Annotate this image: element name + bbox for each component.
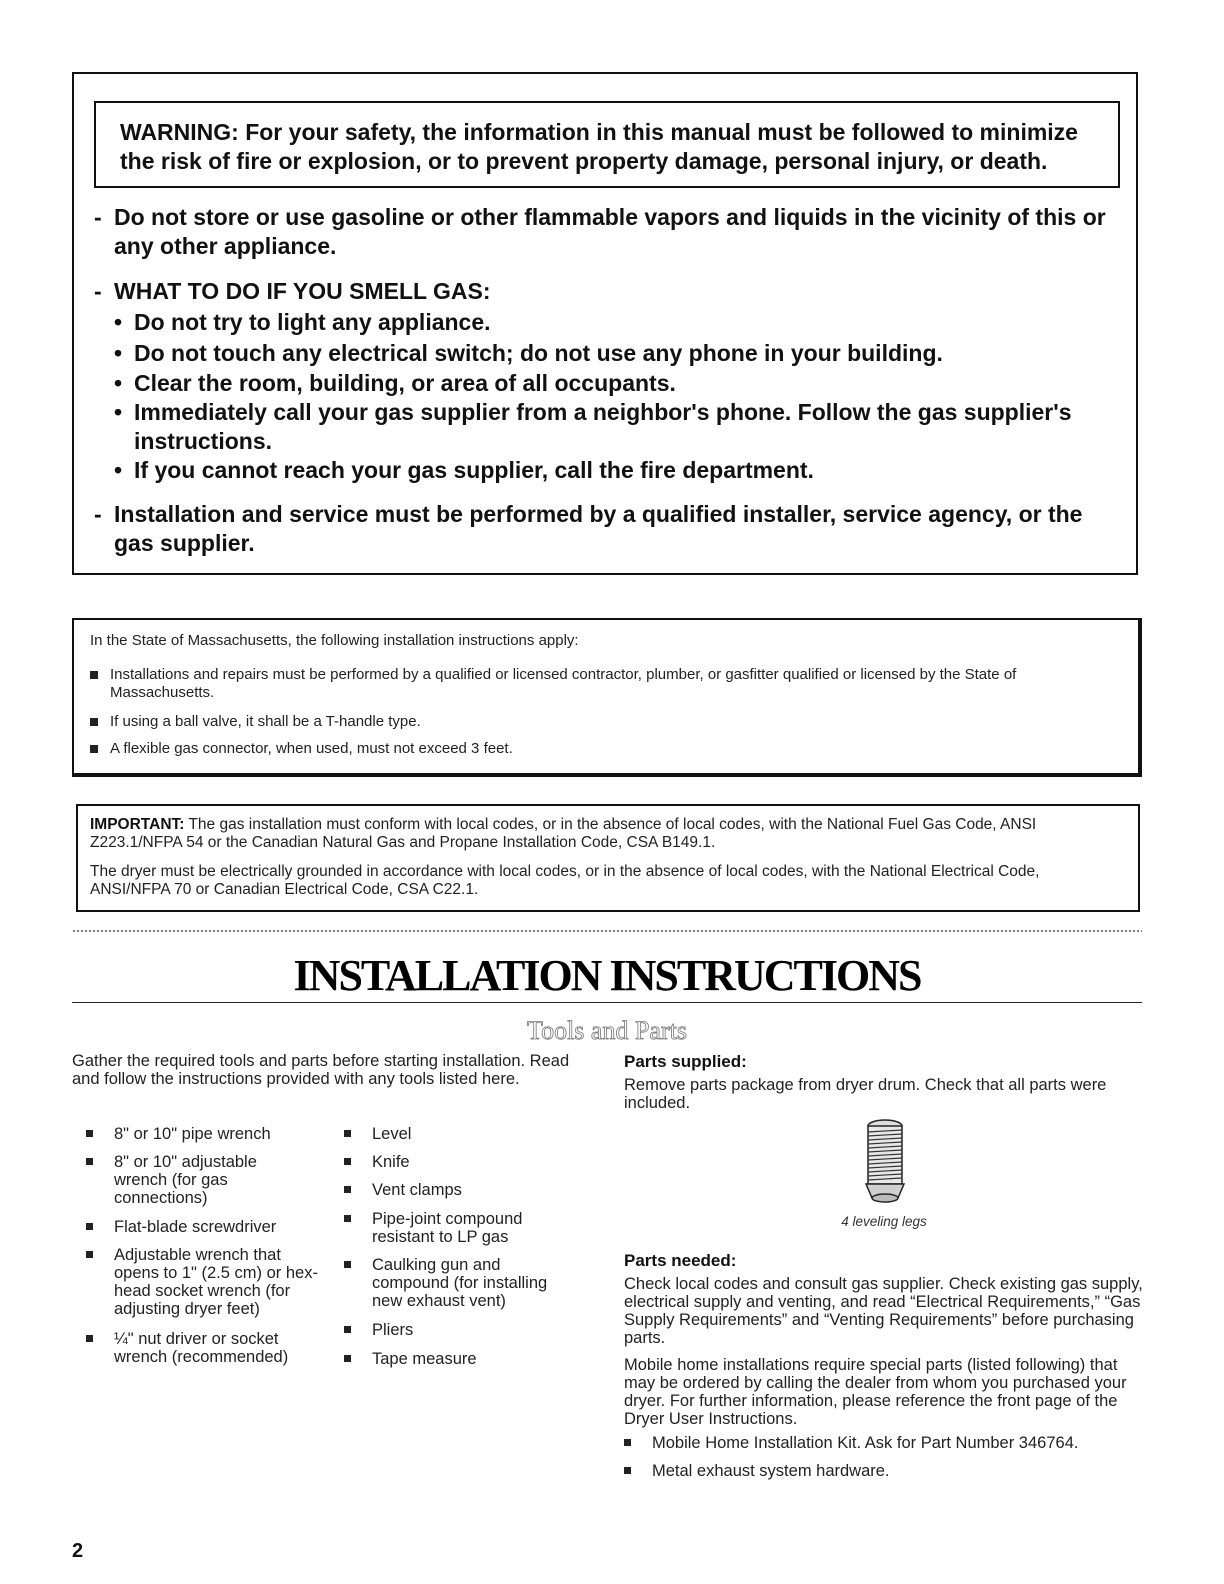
dash-marker: - xyxy=(94,278,102,304)
square-bullet xyxy=(86,1223,93,1230)
tool-item xyxy=(344,1321,574,1339)
gas-bullet xyxy=(114,369,1114,398)
square-bullet xyxy=(344,1158,351,1165)
parts-needed-item xyxy=(624,1434,1144,1452)
tool-item-text: 8" or 10" pipe wrench xyxy=(114,1125,271,1143)
dash-marker: - xyxy=(94,204,102,230)
massachusetts-item xyxy=(90,666,1110,702)
square-bullet xyxy=(344,1355,351,1362)
massachusetts-item-text: If using a ball valve, it shall be a T-handle type. xyxy=(110,713,421,730)
tool-item-text: Adjustable wrench that opens to 1" (2.5 cm) or hex-head socket wrench (for adjusting dryer feet) xyxy=(114,1246,318,1318)
important-paragraph xyxy=(90,816,1090,852)
leveling-legs-caption: 4 leveling legs xyxy=(841,1214,927,1229)
massachusetts-item-text: Installations and repairs must be performed by a qualified or licensed contractor, plumber, or gasfitter qualified or licensed by the State of Massachusetts. xyxy=(110,666,1017,701)
massachusetts-item xyxy=(90,740,1110,758)
important-label: IMPORTANT: xyxy=(90,816,185,833)
square-bullet xyxy=(90,745,98,753)
important-text-2: The dryer must be electrically grounded in accordance with local codes, or in the absence of local codes, with the National Electrical Code, ANSI/NFPA 70 or Canadian Electrical Code, CSA C22.1. xyxy=(90,863,1040,898)
tool-item-text: Level xyxy=(372,1125,412,1143)
tool-item xyxy=(86,1246,321,1318)
gas-bullet-text: Do not try to light any appliance. xyxy=(134,309,491,335)
parts-needed-text-1: Check local codes and consult gas supplier. Check existing gas supply, electrical supply and venting, and read “Electrical Requirements,” “Gas Supply Requirements” and “Venting Requirements” before purchasing parts. xyxy=(624,1275,1143,1347)
parts-supplied-text: Remove parts package from dryer drum. Check that all parts were included. xyxy=(624,1076,1107,1112)
tool-item xyxy=(344,1350,574,1368)
safety-item-text: Installation and service must be performed by a qualified installer, service agency, or the gas supplier. xyxy=(114,501,1083,556)
tool-item xyxy=(344,1210,564,1246)
safety-item-text: Do not store or use gasoline or other flammable vapors and liquids in the vicinity of this or any other appliance. xyxy=(114,204,1106,259)
bullet-dot: • xyxy=(114,370,123,396)
gas-bullet-text: Do not touch any electrical switch; do not use any phone in your building. xyxy=(134,340,943,366)
tool-item-text: Pliers xyxy=(372,1321,414,1339)
massachusetts-item-text: A flexible gas connector, when used, must not exceed 3 feet. xyxy=(110,740,513,757)
gas-bullet-text: Clear the room, building, or area of all occupants. xyxy=(134,370,676,396)
dotted-divider xyxy=(72,929,1142,933)
tool-item xyxy=(86,1153,286,1207)
tool-item-text: ¼" nut driver or socket wrench (recommended) xyxy=(114,1330,289,1366)
parts-needed-item-text: Mobile Home Installation Kit. Ask for Part Number 346764. xyxy=(652,1434,1079,1452)
square-bullet xyxy=(86,1130,93,1137)
square-bullet xyxy=(344,1130,351,1137)
square-bullet xyxy=(90,718,98,726)
title-rule xyxy=(72,1002,1142,1003)
gas-bullet xyxy=(114,308,1114,337)
bullet-dot: • xyxy=(114,309,123,335)
tool-item xyxy=(344,1181,574,1199)
tool-item xyxy=(86,1330,306,1366)
page-title: INSTALLATION INSTRUCTIONS xyxy=(293,951,921,1000)
massachusetts-intro: In the State of Massachusetts, the following installation instructions apply: xyxy=(90,632,579,649)
tools-intro: Gather the required tools and parts before starting installation. Read and follow the instructions provided with any tools listed here. xyxy=(72,1052,570,1088)
massachusetts-item xyxy=(90,713,1110,731)
gas-bullet xyxy=(114,456,1114,485)
safety-item-smell xyxy=(94,277,1124,306)
bullet-dot: • xyxy=(114,340,123,366)
gas-bullet xyxy=(114,339,1114,368)
tool-item xyxy=(344,1125,574,1143)
tool-item xyxy=(344,1153,574,1171)
gas-bullet-text: Immediately call your gas supplier from a neighbor's phone. Follow the gas supplier's instructions. xyxy=(134,399,1072,454)
parts-needed-item xyxy=(624,1462,1144,1480)
parts-needed-heading: Parts needed: xyxy=(624,1251,737,1270)
bullet-dot: • xyxy=(114,399,123,425)
square-bullet xyxy=(344,1186,351,1193)
tool-item xyxy=(86,1218,316,1236)
tool-item-text: Caulking gun and compound (for installing new exhaust vent) xyxy=(372,1256,548,1310)
square-bullet xyxy=(90,671,98,679)
gas-bullet-text: If you cannot reach your gas supplier, call the fire department. xyxy=(134,457,814,483)
important-text: The gas installation must conform with local codes, or in the absence of local codes, with the National Fuel Gas Code, ANSI Z223.1/NFPA 54 or the Canadian Natural Gas and Propane Installation Code, CSA B149.1. xyxy=(90,816,1037,851)
parts-needed-text-2: Mobile home installations require special parts (listed following) that may be ordered by calling the dealer from whom you purchased your dryer. For further information, please reference the front page of the Dryer User Instructions. xyxy=(624,1356,1127,1428)
section-subtitle: Tools and Parts xyxy=(527,1016,687,1045)
tool-item-text: Pipe-joint compound resistant to LP gas xyxy=(372,1210,523,1246)
tool-item-text: Vent clamps xyxy=(372,1181,462,1199)
gas-bullet xyxy=(114,398,1114,456)
square-bullet xyxy=(86,1251,93,1258)
square-bullet xyxy=(344,1261,351,1268)
square-bullet xyxy=(624,1439,631,1446)
safety-item-install xyxy=(94,500,1094,558)
square-bullet xyxy=(344,1215,351,1222)
bullet-dot: • xyxy=(114,457,123,483)
tool-item xyxy=(86,1125,306,1143)
warning-header-box xyxy=(94,101,1120,188)
square-bullet xyxy=(344,1326,351,1333)
tool-item-text: Flat-blade screwdriver xyxy=(114,1218,277,1236)
square-bullet xyxy=(86,1335,93,1342)
dash-marker: - xyxy=(94,501,102,527)
tool-item-text: 8" or 10" adjustable wrench (for gas connections) xyxy=(114,1153,257,1207)
safety-item-store xyxy=(94,203,1124,261)
page-number: 2 xyxy=(72,1540,84,1562)
warning-text: WARNING: For your safety, the information in this manual must be followed to minimize the risk of fire or explosion, or to prevent property damage, personal injury, or death. xyxy=(120,119,1078,174)
square-bullet xyxy=(86,1158,93,1165)
tool-item-text: Tape measure xyxy=(372,1350,477,1368)
safety-item-text: WHAT TO DO IF YOU SMELL GAS: xyxy=(114,278,491,304)
tool-item xyxy=(344,1256,574,1310)
parts-needed-item-text: Metal exhaust system hardware. xyxy=(652,1462,890,1480)
square-bullet xyxy=(624,1467,631,1474)
leveling-leg-icon xyxy=(862,1118,908,1206)
tool-item-text: Knife xyxy=(372,1153,410,1171)
parts-supplied-heading: Parts supplied: xyxy=(624,1052,747,1071)
